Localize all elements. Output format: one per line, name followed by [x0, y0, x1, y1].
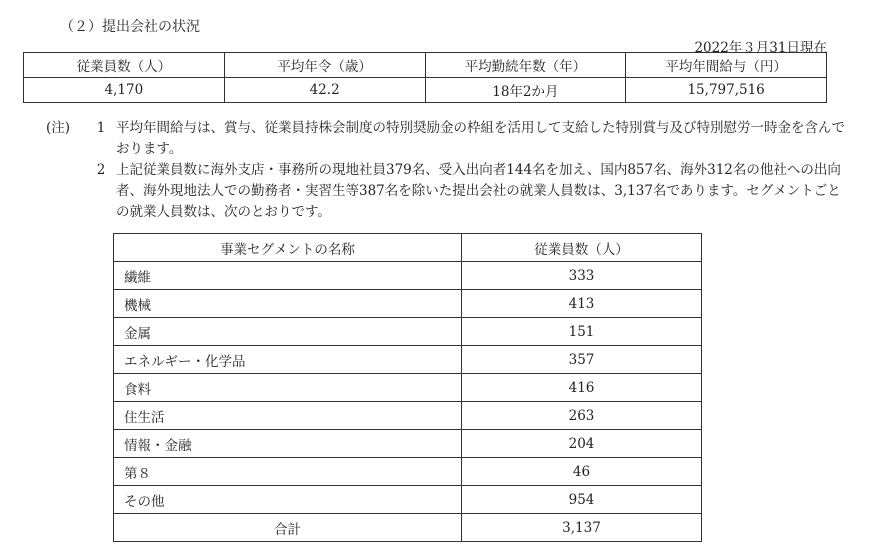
segment-name: その他 — [114, 486, 462, 514]
segment-name: 第８ — [114, 458, 462, 486]
table-row — [114, 290, 702, 318]
value-employees: 4,170 — [24, 78, 225, 103]
segment-header-row — [114, 234, 702, 262]
summary-header-row — [24, 53, 827, 78]
header-average-tenure: 平均勤続年数（年） — [425, 53, 626, 78]
note-number: 2 — [96, 162, 106, 178]
table-row — [114, 262, 702, 290]
table-row — [114, 374, 702, 402]
segment-name: 金属 — [114, 318, 462, 346]
table-row — [114, 402, 702, 430]
segment-name: 機械 — [114, 290, 462, 318]
segment-count: 204 — [462, 430, 702, 458]
note-item — [46, 160, 851, 223]
segment-count: 413 — [462, 290, 702, 318]
segment-name: 繊維 — [114, 262, 462, 290]
total-row — [114, 514, 702, 542]
value-average-salary: 15,797,516 — [626, 78, 827, 103]
header-employee-count: 従業員数（人） — [462, 234, 702, 262]
summary-value-row — [24, 78, 827, 103]
total-label: 合計 — [114, 514, 462, 542]
note-text: 上記従業員数に海外支店・事務所の現地社員379名、受入出向者144名を加え、国内857名、海外312名の他社への出向者、海外現地法人での勤務者・実習生等387名を除いた提出会社の就業人員数は、3,137名であります。セグメントごとの就業人員数は、次のとおりです。 — [116, 162, 841, 220]
segment-count: 333 — [462, 262, 702, 290]
table-row — [114, 486, 702, 514]
table-row — [114, 346, 702, 374]
notes-label-spacer — [46, 160, 86, 223]
employee-summary-table — [23, 52, 827, 103]
section-title: （２）提出会社の状況 — [60, 19, 200, 35]
total-count: 3,137 — [462, 514, 702, 542]
segment-name: 情報・金融 — [114, 430, 462, 458]
segment-count: 954 — [462, 486, 702, 514]
note-item — [46, 118, 851, 160]
note-text: 平均年間給与は、賞与、従業員持株会制度の特別奨励金の枠組を活用して支給した特別賞与及び特別慰労一時金を含んでおります。 — [116, 120, 845, 157]
header-employees: 従業員数（人） — [24, 53, 225, 78]
segment-name: エネルギー・化学品 — [114, 346, 462, 374]
table-row — [114, 318, 702, 346]
as-of-date: 2022年３月31日現在 — [694, 40, 827, 56]
value-average-age: 42.2 — [224, 78, 425, 103]
segment-count: 46 — [462, 458, 702, 486]
segment-name: 食料 — [114, 374, 462, 402]
value-average-tenure: 18年2か月 — [425, 78, 626, 103]
header-average-age: 平均年令（歳） — [224, 53, 425, 78]
notes-section — [46, 118, 851, 223]
header-segment-name: 事業セグメントの名称 — [114, 234, 462, 262]
note-number: 1 — [96, 120, 106, 136]
table-row — [114, 458, 702, 486]
segment-name: 住生活 — [114, 402, 462, 430]
segment-count: 151 — [462, 318, 702, 346]
segment-employee-table — [113, 233, 702, 542]
header-average-salary: 平均年間給与（円） — [626, 53, 827, 78]
segment-count: 416 — [462, 374, 702, 402]
table-row — [114, 430, 702, 458]
segment-count: 357 — [462, 346, 702, 374]
segment-count: 263 — [462, 402, 702, 430]
notes-label: (注) — [46, 120, 71, 136]
